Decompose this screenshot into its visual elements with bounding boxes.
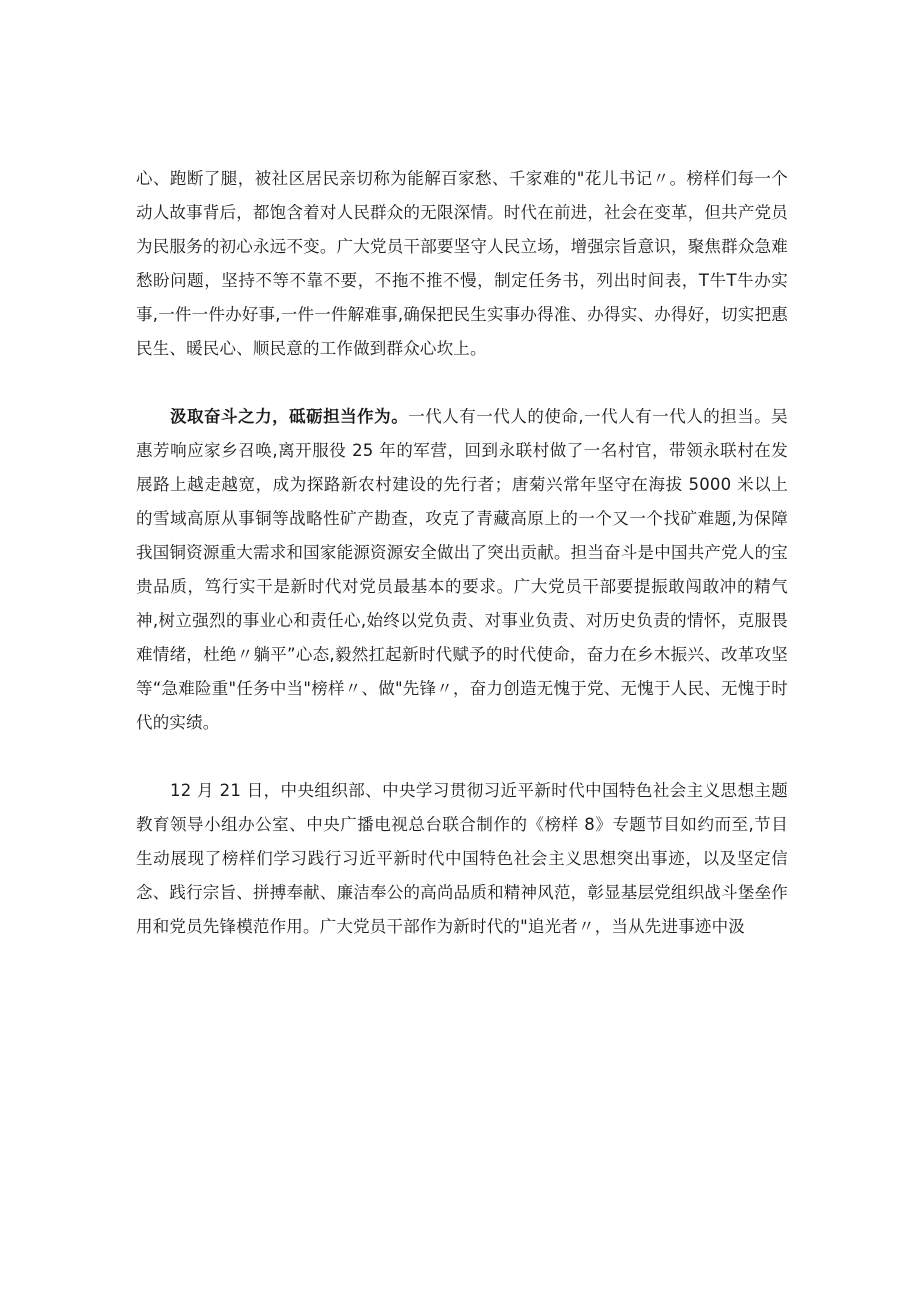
paragraph-continuation (136, 162, 788, 366)
paragraph-text: 心、跑断了腿，被社区居民亲切称为能解百家愁、千家难的"花儿书记〃。榜样们每一个动人故事背后，都饱含着对人民群众的无限深情。时代在前进，社会在变革，但共产党员为民服务的初心永远不变。广大党员干部要坚守人民立场，增强宗旨意识，聚焦群众急难愁盼问题，坚持不等不靠不要，不拖不推不慢，制定任务书，列出时间表，T牛T牛办实事,一件一件办好事,一件一件解难事,确保把民生实事办得准、办得实、办得好，切实把惠民生、暖民心、顺民意的工作做到群众心坎上。 (136, 169, 788, 358)
paragraph-text: 12 月 21 日，中央组织部、中央学习贯彻习近平新时代中国特色社会主义思想主题教育领导小组办公室、中央广播电视总台联合制作的《榜样 8》专题节目如约而至,节目生动展现了榜样们学习践行习近平新时代中国特色社会主义思想突出事迹，以及坚定信念、践行宗旨、拼搏奉献、廉洁奉公的高尚品质和精神风范，彰显基层党组织战斗堡垒作用和党员先锋模范作用。广大党员干部作为新时代的"追光者〃，当从先进事迹中汲 (136, 781, 788, 936)
document-body (136, 162, 788, 944)
paragraph-struggle (136, 400, 788, 740)
paragraph-lead-heading: 汲取奋斗之力，砥砺担当作为。 (170, 407, 409, 426)
paragraph-text: 一代人有一代人的使命,一代人有一代人的担当。吴惠芳响应家乡召唤,离开服役 25 年的军营，回到永联村做了一名村官，带领永联村在发展路上越走越宽，成为探路新农村建设的先行者；唐菊兴常年坚守在海拔 5000 米以上的雪域高原从事铜等战略性矿产勘查，攻克了青藏高原上的一个又一个找矿难题,为保障我国铜资源重大需求和国家能源资源安全做出了突出贡献。担当奋斗是中国共产党人的宝贵品质，笃行实干是新时代对党员最基本的要求。广大党员干部要提振敢闯敢冲的精气神,树立强烈的事业心和责任心,始终以党负责、对事业负责、对历史负责的情怀，克服畏难情绪，杜绝〃躺平”心态,毅然扛起新时代赋予的时代使命，奋力在乡木振兴、改革攻坚等“急难险重"任务中当"榜样〃、做"先锋〃，奋力创造无愧于党、无愧于人民、无愧于时代的实绩。 (136, 407, 788, 732)
paragraph-program (136, 774, 788, 944)
